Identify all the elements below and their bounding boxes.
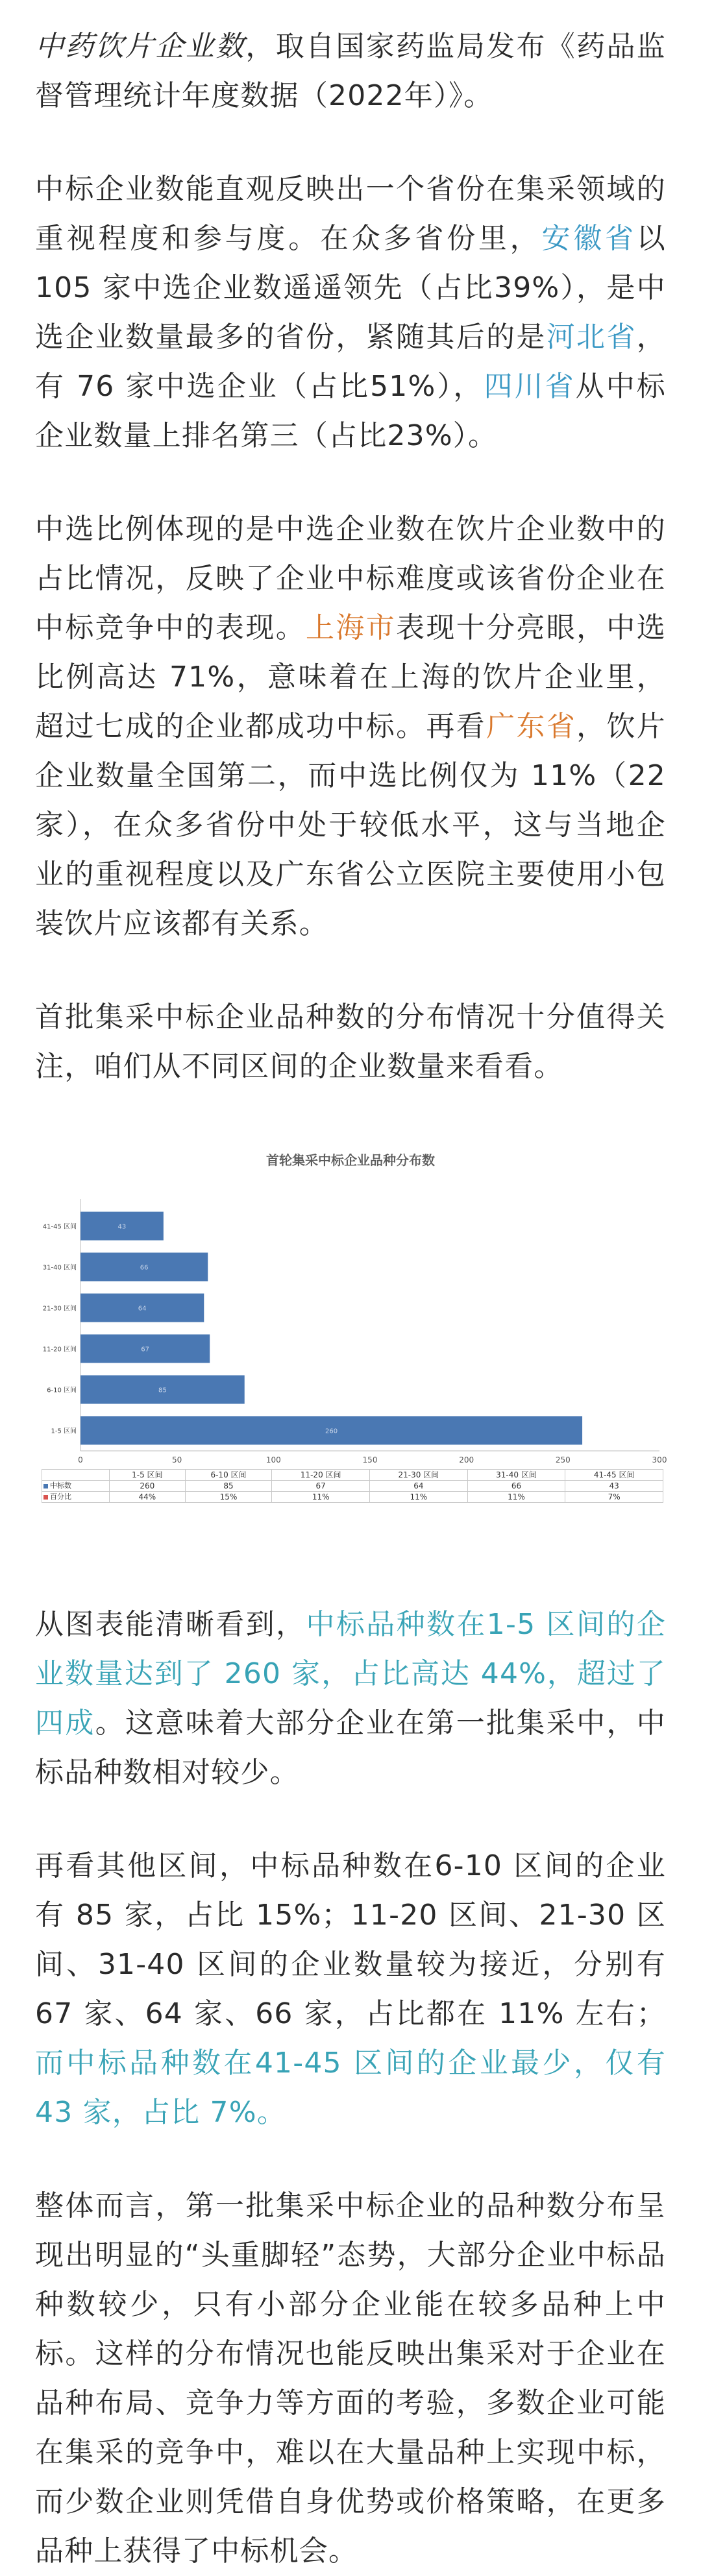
highlight-text: 中标品种数在1-5 区间的企业数量达到了 260 家，占比高达 44%，超过了四成 bbox=[35, 1608, 666, 1740]
y-tick-label: 6-10 区间 bbox=[47, 1387, 77, 1394]
province-hebei: 河北省 bbox=[546, 321, 637, 354]
province-sichuan: 四川省 bbox=[484, 370, 576, 403]
series-name: 百分比 bbox=[50, 1492, 71, 1501]
text-span: 中标企业数能直观反映出一个省份在集采领域的重视程度和参与度。在众多省份里， bbox=[35, 173, 666, 255]
paragraph-provinces bbox=[35, 165, 666, 461]
chart-data-table bbox=[42, 1469, 663, 1503]
data-label: 85 bbox=[158, 1387, 167, 1394]
y-tick-label: 31-40 区间 bbox=[42, 1264, 77, 1272]
table-cell: 44% bbox=[110, 1492, 186, 1503]
paragraph-ratio bbox=[35, 505, 666, 949]
x-tick-label: 50 bbox=[172, 1455, 182, 1464]
table-header-cell: 21-30 区间 bbox=[370, 1470, 468, 1481]
paragraph-conclusion: 整体而言，第一批集采中标企业的品种数分布呈现出明显的“头重脚轻”态势，大部分企业中标品种数较少，只有小部分企业能在较多品种上中标。这样的分布情况也能反映出集采对于企业在品种布局、竞争力等方面的考验，多数企业可能在集采的竞争中，难以在大量品种上实现中标，而少数企业则凭借自身优势或价格策略，在更多品种上获得了中标机会。 bbox=[35, 2189, 666, 2568]
legend-swatch bbox=[43, 1495, 48, 1500]
table-cell: 43 bbox=[565, 1481, 663, 1492]
data-label: 66 bbox=[140, 1264, 149, 1272]
data-label: 260 bbox=[325, 1428, 338, 1435]
text-span: 从图表能清晰看到， bbox=[35, 1608, 306, 1641]
table-row bbox=[42, 1481, 663, 1492]
table-header-cell: 31-40 区间 bbox=[467, 1470, 565, 1481]
x-tick-label: 300 bbox=[652, 1455, 667, 1464]
table-header-cell: 41-45 区间 bbox=[565, 1470, 663, 1481]
italic-lead: 中药饮片企业数 bbox=[35, 30, 246, 63]
province-shanghai: 上海市 bbox=[306, 611, 397, 644]
table-cell: 7% bbox=[565, 1492, 663, 1503]
paragraph-source bbox=[35, 22, 666, 121]
series-name: 中标数 bbox=[50, 1481, 71, 1490]
x-tick-label: 250 bbox=[555, 1455, 571, 1464]
text-span: 再看其他区间，中标品种数在6-10 区间的企业有 85 家，占比 15%；11-20 区间、21-30 区间、31-40 区间的企业数量较为接近，分别有 67 家、64 家、66 家，占比都在 11% 左右； bbox=[35, 1849, 666, 2030]
table-corner bbox=[42, 1470, 110, 1481]
x-tick-label: 100 bbox=[265, 1455, 281, 1464]
x-tick-label: 150 bbox=[362, 1455, 378, 1464]
paragraph-analysis-1 bbox=[35, 1600, 666, 1797]
x-tick-label: 0 bbox=[78, 1455, 83, 1464]
paragraph-intro-chart: 首批集采中标企业品种数的分布情况十分值得关注，咱们从不同区间的企业数量来看看。 bbox=[35, 1001, 666, 1083]
table-row-header bbox=[42, 1481, 110, 1492]
y-tick-label: 21-30 区间 bbox=[42, 1305, 77, 1313]
table-header-cell: 1-5 区间 bbox=[110, 1470, 186, 1481]
data-label: 67 bbox=[141, 1346, 149, 1354]
y-tick-label: 11-20 区间 bbox=[42, 1346, 77, 1354]
table-cell: 15% bbox=[185, 1492, 272, 1503]
table-cell: 67 bbox=[272, 1481, 370, 1492]
data-label: 43 bbox=[117, 1223, 127, 1231]
text-span: 。这意味着大部分企业在第一批集采中，中标品种数相对较少。 bbox=[35, 1707, 666, 1789]
data-label: 64 bbox=[138, 1305, 147, 1313]
table-cell: 260 bbox=[110, 1481, 186, 1492]
highlight-text: 而中标品种数在41-45 区间的企业最少，仅有 43 家，占比 7%。 bbox=[35, 2047, 666, 2129]
paragraph-analysis-2 bbox=[35, 1841, 666, 2137]
table-row-header bbox=[42, 1492, 110, 1503]
text-span: ，饮片企业数量全国第二，而中选比例仅为 11%（22家），在众多省份中处于较低水平，这与当地企业的重视程度以及广东省公立医院主要使用小包装饮片应该都有关系。 bbox=[35, 710, 667, 940]
province-anhui: 安徽省 bbox=[541, 222, 637, 255]
table-cell: 11% bbox=[370, 1492, 468, 1503]
source-text: ，取自国家药监局发布《药品监督管理统计年度数据（2022年）》。 bbox=[35, 30, 666, 112]
y-tick-label: 41-45 区间 bbox=[42, 1223, 77, 1231]
table-header-cell: 11-20 区间 bbox=[272, 1470, 370, 1481]
chart-svg bbox=[35, 1141, 666, 1465]
x-tick-label: 200 bbox=[459, 1455, 474, 1464]
table-cell: 66 bbox=[467, 1481, 565, 1492]
table-cell: 11% bbox=[272, 1492, 370, 1503]
y-tick-label: 1-5 区间 bbox=[51, 1428, 77, 1435]
text-span: 以 105 家中选企业数遥遥领先（占比39%），是中选企业数量最多的省份，紧随其后的是 bbox=[35, 222, 666, 354]
text-span: 从中标企业数量上排名第三（占比23%）。 bbox=[35, 370, 667, 452]
table-row bbox=[42, 1492, 663, 1503]
table-cell: 11% bbox=[467, 1492, 565, 1503]
text-span: 表现十分亮眼，中选比例高达 71%，意味着在上海的饮片企业里，超过七成的企业都成功中标。再看 bbox=[35, 611, 666, 743]
table-header-row bbox=[42, 1470, 663, 1481]
table-header-cell: 6-10 区间 bbox=[185, 1470, 272, 1481]
bar-chart bbox=[35, 1141, 666, 1556]
table-cell: 64 bbox=[370, 1481, 468, 1492]
text-span: 中选比例体现的是中选企业数在饮片企业数中的占比情况，反映了企业中标难度或该省份企业在中标竞争中的表现。 bbox=[35, 513, 666, 644]
chart-title: 首轮集采中标企业品种分布数 bbox=[266, 1152, 435, 1168]
province-guangdong: 广东省 bbox=[486, 710, 577, 743]
text-span: ，有 76 家中选企业（占比51%）， bbox=[35, 321, 666, 403]
legend-swatch bbox=[43, 1484, 48, 1488]
table-cell: 85 bbox=[185, 1481, 272, 1492]
